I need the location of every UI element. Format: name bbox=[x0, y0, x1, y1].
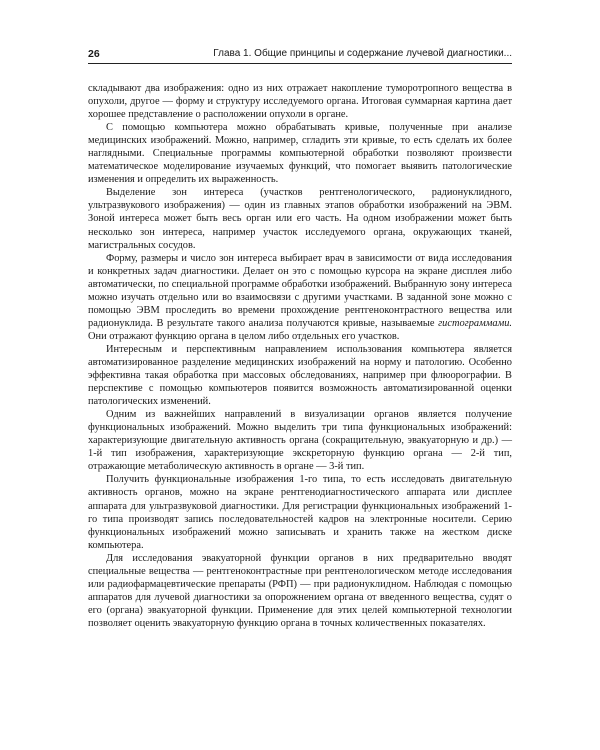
running-title: Глава 1. Общие принципы и содержание лучевой диагностики... bbox=[213, 48, 512, 59]
paragraph: Выделение зон интереса (участков рентгенологического, радионуклидного, ультразвукового изображения) — один из главных этапов обработки изображений на ЭВМ. Зоной интереса может быть весь орган или его часть. На одном изображении может быть несколько зон интереса, например участок исследуемого органа, окружающих тканей, магистральных сосудов. bbox=[88, 187, 512, 251]
header-rule bbox=[88, 63, 512, 64]
paragraph: С помощью компьютера можно обрабатывать кривые, полученные при анализе медицинских изображений. Можно, например, сгладить эти кривые, то есть сделать их более наглядными. Специальные программы компьютерной обработки позволяют произвести математическое моделирование изучаемых функций, что помогает выявить патологические изменения и определить их выраженность. bbox=[88, 122, 512, 186]
paragraph: Получить функциональные изображения 1-го типа, то есть исследовать двигательную активность органов, можно на экране рентгенодиагностического аппарата или дисплее аппарата для ультразвуковой диагностики. Для регистрации функциональных изображений 1-го типа производят запись последовательностей кадров на электронные носители. Серию функциональных изображений можно записывать и хранить также на жестком диске компьютера. bbox=[88, 474, 512, 551]
body-text bbox=[88, 82, 512, 630]
paragraph-text: Форму, размеры и число зон интереса выбирает врач в зависимости от вида исследования и конкретных задач диагностики. Делает он это с помощью курсора на экране дисплея либо автоматически, по специальной программе обработки изображений. Выбранную зону интереса можно изучать отдельно или во взаимосвязи с другими участками. В заданной зоне можно с помощью ЭВМ проследить во времени прохождение рентгеноконтрастного вещества или радионуклида. В результате такого анализа получаются кривые, называемые bbox=[88, 252, 512, 329]
paragraph: Интересным и перспективным направлением использования компьютера является автоматизированное разделение медицинских изображений на норму и патологию. Особенно эффективна такая обработка при массовых обследованиях, например при флюорографии. В перспективе с помощью компьютеров появится возможность автоматизированной оценки патологических изменений. bbox=[88, 343, 512, 408]
paragraph-text: Они отражают функцию органа в целом либо отдельных его участков. bbox=[88, 330, 400, 342]
page-number: 26 bbox=[88, 48, 100, 60]
italic-term: гистограммами. bbox=[438, 317, 512, 329]
paragraph: Одним из важнейших направлений в визуализации органов является получение функциональных изображений. Можно выделить три типа функциональных изображений: характеризующие двигательную активность органа (сокращительную, эвакуаторную и др.) — 1-й тип изображения, характеризующие экскреторную функцию органа — 2-й тип, отражающие метаболическую активность в органе — 3-й тип. bbox=[88, 409, 512, 473]
paragraph: Для исследования эвакуаторной функции органов в них предварительно вводят специальные вещества — рентгеноконтрастные при рентгенологическом методе исследования или радиофармацевтические препараты (РФП) — при радионуклидном. Наблюдая с помощью аппаратов для лучевой диагностики за опорожнением органа от введенного вещества, судят о его (органа) эвакуаторной функции. Применение для этих целей компьютерной технологии позволяет оценить эвакуаторную функцию органа в точных количественных показателях. bbox=[88, 552, 512, 629]
page-header bbox=[88, 34, 512, 64]
paragraph bbox=[88, 252, 512, 343]
paragraph: складывают два изображения: одно из них отражает накопление туморотропного вещества в опухоли, другое — форму и структуру исследуемого органа. Итоговая суммарная картина дает хорошее представление о расположении опухоли в органе. bbox=[88, 83, 512, 121]
